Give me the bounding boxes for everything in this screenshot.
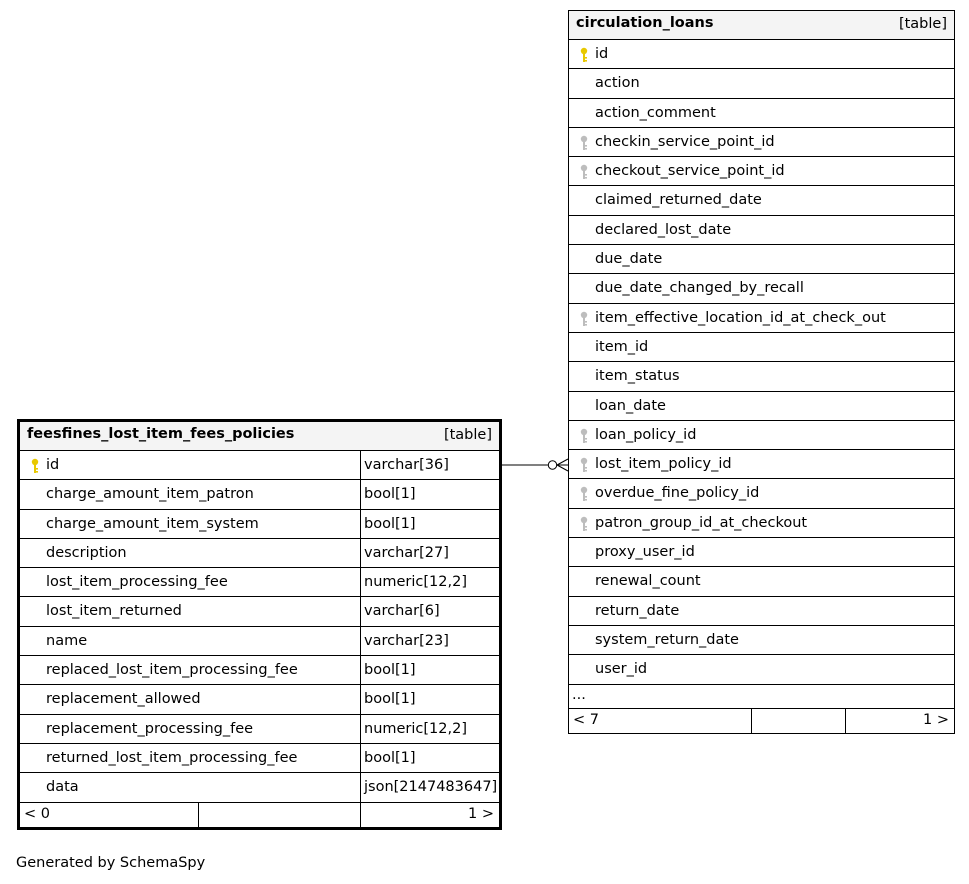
column-type: varchar[36] [360, 451, 449, 479]
column-row[interactable] [20, 451, 499, 480]
footer-divider [198, 803, 199, 827]
column-name: action [595, 75, 640, 92]
column-row[interactable] [569, 245, 954, 274]
fees-policies-table[interactable] [17, 419, 502, 830]
column-row[interactable] [569, 362, 954, 391]
column-row[interactable] [569, 186, 954, 215]
column-row[interactable] [569, 216, 954, 245]
column-name: action_comment [595, 104, 716, 121]
column-type: varchar[27] [360, 539, 449, 567]
column-row[interactable] [569, 304, 954, 333]
column-type: bool[1] [360, 510, 416, 538]
column-type: varchar[6] [360, 597, 440, 625]
children-count: 1 > [923, 711, 949, 728]
column-name: user_id [595, 661, 648, 678]
column-name: item_status [595, 368, 680, 385]
column-name: charge_amount_item_patron [46, 486, 254, 503]
column-row[interactable] [569, 333, 954, 362]
footer-divider [360, 803, 361, 827]
column-name: item_effective_location_id_at_check_out [595, 309, 886, 326]
column-row[interactable] [569, 274, 954, 303]
foreign-key-icon [579, 486, 589, 502]
column-name: return_date [595, 602, 680, 619]
crowfoot-top [557, 459, 568, 465]
column-row[interactable] [569, 69, 954, 98]
column-row[interactable] [569, 421, 954, 450]
column-type: bool[1] [360, 656, 416, 684]
table-header [20, 422, 499, 451]
table-name: feesfines_lost_item_fees_policies [27, 426, 295, 442]
column-name: overdue_fine_policy_id [595, 485, 760, 502]
column-row[interactable] [569, 128, 954, 157]
column-name: id [595, 46, 609, 62]
column-name: item_id [595, 338, 649, 355]
more-columns-label: ... [572, 686, 586, 703]
primary-key-icon [579, 47, 589, 63]
column-row[interactable] [569, 392, 954, 421]
table-footer [20, 803, 499, 827]
table-footer [569, 709, 954, 733]
column-row[interactable] [569, 157, 954, 186]
column-name: data [46, 779, 79, 796]
column-name: checkin_service_point_id [595, 133, 775, 150]
column-type: bool[1] [360, 480, 416, 508]
column-row[interactable] [20, 568, 499, 597]
crowfoot-bottom [557, 465, 568, 471]
column-name: system_return_date [595, 631, 739, 648]
table-name: circulation_loans [576, 15, 714, 31]
column-name: description [46, 544, 127, 561]
column-row[interactable] [569, 597, 954, 626]
column-name: id [46, 457, 60, 473]
column-name: checkout_service_point_id [595, 163, 785, 180]
foreign-key-icon [579, 457, 589, 473]
column-name: lost_item_policy_id [595, 456, 732, 473]
column-name: replacement_allowed [46, 691, 201, 708]
column-row[interactable] [20, 480, 499, 509]
column-name: loan_policy_id [595, 426, 697, 443]
foreign-key-icon [579, 135, 589, 151]
column-name: returned_lost_item_processing_fee [46, 749, 298, 766]
zero-or-many-circle [548, 461, 556, 469]
column-row[interactable] [569, 655, 954, 684]
primary-key-icon [30, 458, 40, 474]
column-row[interactable] [20, 715, 499, 744]
foreign-key-icon [579, 516, 589, 532]
footer-divider [845, 709, 846, 733]
column-row[interactable] [569, 567, 954, 596]
column-name: patron_group_id_at_checkout [595, 514, 808, 531]
column-name: charge_amount_item_system [46, 515, 259, 532]
column-row[interactable] [20, 597, 499, 626]
parents-count: < 7 [573, 711, 599, 728]
more-columns [569, 685, 954, 709]
children-count: 1 > [468, 805, 494, 822]
column-row[interactable] [569, 538, 954, 567]
column-name: replacement_processing_fee [46, 720, 254, 737]
circulation-loans-table[interactable] [568, 10, 955, 734]
column-type: numeric[12,2] [360, 568, 467, 596]
column-list [20, 451, 499, 803]
column-name: lost_item_processing_fee [46, 574, 228, 591]
column-name: declared_lost_date [595, 221, 732, 238]
column-list [569, 40, 954, 685]
table-header [569, 11, 954, 40]
table-type-label: [table] [898, 16, 947, 32]
column-row[interactable] [569, 626, 954, 655]
column-row[interactable] [569, 99, 954, 128]
column-row[interactable] [20, 656, 499, 685]
column-row[interactable] [20, 539, 499, 568]
column-row[interactable] [569, 479, 954, 508]
column-name: due_date_changed_by_recall [595, 280, 804, 297]
column-type: json[2147483647] [360, 773, 497, 801]
foreign-key-icon [579, 164, 589, 180]
column-type: numeric[12,2] [360, 715, 467, 743]
column-row[interactable] [569, 509, 954, 538]
column-row[interactable] [569, 40, 954, 69]
column-row[interactable] [20, 744, 499, 773]
column-row[interactable] [569, 450, 954, 479]
column-name: lost_item_returned [46, 603, 182, 620]
column-name: proxy_user_id [595, 544, 695, 561]
column-type: bool[1] [360, 744, 416, 772]
column-row[interactable] [20, 627, 499, 656]
column-name: due_date [595, 251, 663, 268]
footer-divider [751, 709, 752, 733]
column-row[interactable] [20, 685, 499, 714]
column-row[interactable] [20, 510, 499, 539]
column-name: claimed_returned_date [595, 192, 762, 209]
column-name: loan_date [595, 397, 666, 414]
column-name: renewal_count [595, 573, 701, 590]
column-name: name [46, 632, 88, 649]
generated-by-credit: Generated by SchemaSpy [16, 855, 206, 871]
parents-count: < 0 [24, 805, 50, 822]
column-type: bool[1] [360, 685, 416, 713]
foreign-key-icon [579, 311, 589, 327]
column-name: replaced_lost_item_processing_fee [46, 662, 298, 679]
column-row[interactable] [20, 773, 499, 802]
table-type-label: [table] [443, 427, 492, 443]
column-type: varchar[23] [360, 627, 449, 655]
foreign-key-icon [579, 428, 589, 444]
